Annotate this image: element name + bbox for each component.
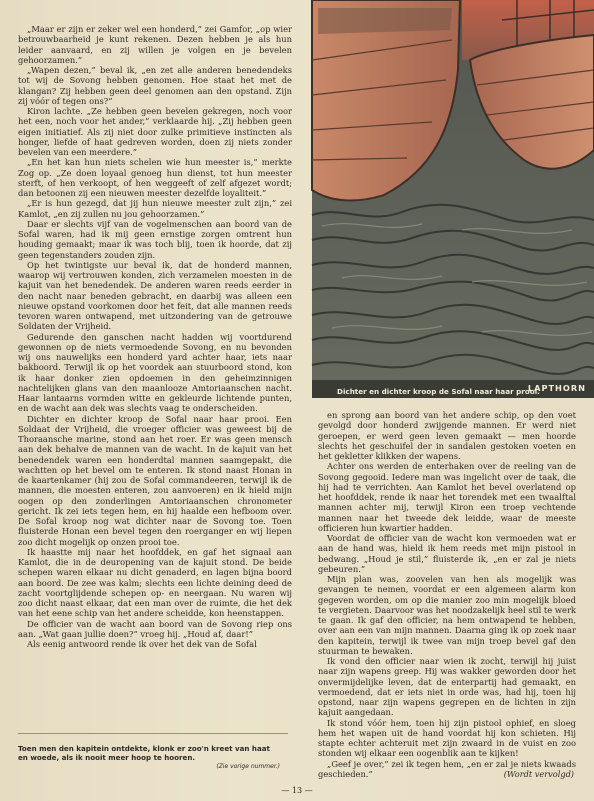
paragraph: Daar er slechts vijf van de vogelmenschen aan boord van de Sofal waren, had ik mij geen ernstige zorgen omtrent hun houding gemaakt; maar ik was toch blij, toen ik hoorde, dat zij geen tegenstanders zouden zijn.	[18, 218, 292, 260]
paragraph: „Geef je over,” zei ik tegen hem, „en er zal je niets kwaads geschieden.”	[318, 758, 576, 779]
paragraph: „En het kan hun niets schelen wie hun meester is,” merkte Zog op. „Ze doen loyaal genoeg hun dienst, tot hun meester sterft, of hen verkoopt, of hen weggeeft of zelf afgezet wordt; dan betoonen zij een nieuwen meester dezelfde loyaliteit.”	[18, 157, 292, 198]
to-be-continued: (Wordt vervolgd)	[503, 769, 574, 779]
paragraph: Als eenig antwoord rende ik over het dek van de Sofal	[27, 639, 257, 649]
page-number: — 13 —	[281, 786, 313, 795]
left-text-column	[18, 24, 292, 724]
paragraph: „Maar er zijn er zeker wel een honderd,” zei Gamfor, „op wier betrouwbaarheid je kunt rekenen. Dezen hebben je als hun leider aanvaard, en zij willen je volgen en je bevelen gehoorzamen.”	[18, 24, 292, 65]
previous-issue-note	[18, 744, 280, 771]
footnote-divider	[18, 733, 288, 734]
paragraph: Voordat de officier van de wacht kon vermoeden wat er aan de hand was, hield ik hem reeds met mijn pistool in bedwang. „Houd je stil,” fluisterde ik, „en er zal je niets gebeuren.”	[318, 533, 576, 574]
paragraph: Achter ons werden de enterhaken over de reeling van de Sovong gegooid. Iedere man was ingelicht over de taak, die hij had te verrichten. Aan Kamlot het bevel overlatend op het hoofddek, rende ik naar het torendek met een twaalftal mannen achter mij, terwijl Kiron een troep vechtende mannen naar het tweede dek leidde, waar de meeste officieren hun kwartier hadden.	[318, 461, 576, 533]
paragraph: Ik vond den officier naar wien ik zocht, terwijl hij juist naar zijn wapens greep. Hij was wakker geworden door het onvermijdelijke leven, dat de enterpartij had gemaakt, en vermoedend, dat er iets niet in orde was, had hij, toen hij opstond, naar zijn wapens gegrepen en de lichten in zijn kajuit aangedaan.	[318, 656, 576, 718]
paragraph: Gedurende den ganschen nacht hadden wij voortdurend gewonnen op de niets vermoedende Sovong, en nu bevonden wij ons nauwelijks een honderd yard achter haar, iets naar bakboord. Terwijl ik op het voordek aan stuurboord stond, kon ik haar donker zien opdoemen in den geheimzinnigen nachtelijken glans van den maanlooze Amtoriaanschen nacht. Haar lantaarns vormden witte en gekleurde lichtende punten, en de wacht aan dek was slechts vaag te onderscheiden.	[18, 331, 292, 414]
paragraph: Mijn plan was, zoovelen van hen als mogelijk was gevangen te nemen, voordat er een algemeen alarm kon gegeven worden, om op die manier zoo min mogelijk bloed te vergieten. Daarvoor was het noodzakelijk heel stil te werk te gaan. Ik gaf den officier, na hem ontwapend te hebben, over aan een van mijn mannen. Daarna ging ik op zoek naar den kapitein, terwijl ik twee van mijn troep bevel gaf den stuurman te bewaken.	[318, 574, 576, 656]
paragraph: Kiron lachte. „Ze hebben geen bevelen gekregen, noch voor het een, noch voor het ander,” verklaarde hij. „Zij hebben geen eigen initiatief. Als zij niet door zulke primitieve instincten als honger, liefde of haat gedreven worden, doen zij niets zonder bevelen van een meerdere.”	[18, 106, 292, 157]
paragraph: Ik haastte mij naar het hoofddek, en gaf het signaal aan Kamlot, die in de deuropening van de kajuit stond. De beide schepen waren elkaar nu dicht genaderd, en lagen bijna boord aan boord. De zee was kalm; slechts een lichte deining deed de zacht voortglijdende schepen op- en neergaan. Nu waren wij zoo dicht naast elkaar, dat een man over de ruimte, die het dek van het eene schip van het andere scheidde, kon heenstappen.	[18, 546, 292, 619]
footnote-reference: (Zie vorige nummer.)	[216, 763, 280, 770]
paragraph: „Er is hun gezegd, dat jij hun nieuwe meester zult zijn,” zei Kamlot, „en zij zullen nu jou gehoorzamen.”	[18, 198, 292, 219]
footnote-text: Toen men den kapitein ontdekte, klonk er zoo'n kreet van haat en woede, als ik nooit meer hoop te hooren.	[18, 744, 270, 762]
paragraph: Dichter en dichter kroop de Sofal naar haar prooi. Een Soldaat der Vrijheid, die vroeger officier was geweest bij de Thoraansche marine, stond aan het roer. Er was geen mensch aan dek behalve de mannen van de wacht. In de kajuit van het benedendek waren een honderdtal mannen saamgepakt, die wachtten op het bevel om te enteren. Ik stond naast Honan in de kaartenkamer (hij zou de Sofal commandeeren, terwijl ik de mannen, die moesten enteren, zou aanvoeren) en ik hield mijn oogen op den zonderlingen Amtoriaanschen chronometer gericht. Ik zei iets tegen hem, en hij haalde een hefboom over. De Sofal kroop nog wat dichter naar de Sovong toe. Toen fluisterde Honan een bevel tegen den roerganger en wij liepen zoo dicht mogelijk op onzen prooi toe.	[18, 413, 292, 547]
paragraph: „Wapen dezen,” beval ik, „en zet alle anderen benedendeks tot wij de Sovong hebben genomen. Hoe staat het met de klangan? Zij hebben geen deel genomen aan den opstand. Zijn zij vóór of tegen ons?”	[18, 65, 292, 106]
paragraph: en sprong aan boord van het andere schip, op den voet gevolgd door honderd zwijgende mannen. Er werd niet geroepen, er werd geen leven gemaakt — men hoorde slechts het geschuifel der in sandalen gestoken voeten en het gekletter klikken der wapens.	[318, 410, 576, 461]
ships-at-sea-drawing	[312, 0, 594, 398]
paragraph: Ik stond vóór hem, toen hij zijn pistool ophief, en sloeg hem het wapen uit de hand voordat hij kon schieten. Hij stapte echter achteruit met zijn zwaard in de vuist en zoo stonden wij elkaar een oogenblik aan te kijken!	[318, 717, 576, 759]
illustration-caption: Dichter en dichter kroop de Sofal naar haar prooi.	[337, 387, 540, 396]
paragraph: Op het twintigste uur beval ik, dat de honderd mannen, waarop wij vertrouwen konden, zich verzamelen moesten in de kajuit van het benedendek. De anderen waren reeds eerder in den nacht naar beneden gebracht, en daarbij was alleen een nieuwe opstand voorkomen door het feit, dat alle mannen reeds tevoren waren ontwapend, met uitzondering van de getrouwe Soldaten der Vrijheid.	[18, 259, 292, 332]
ship-illustration	[312, 0, 594, 398]
artist-signature: LAPTHORN	[527, 383, 586, 393]
paragraph: De officier van de wacht aan boord van de Sovong riep ons aan. „Wat gaan jullie doen?” vroeg hij. „Houd af, daar!”	[18, 618, 292, 639]
